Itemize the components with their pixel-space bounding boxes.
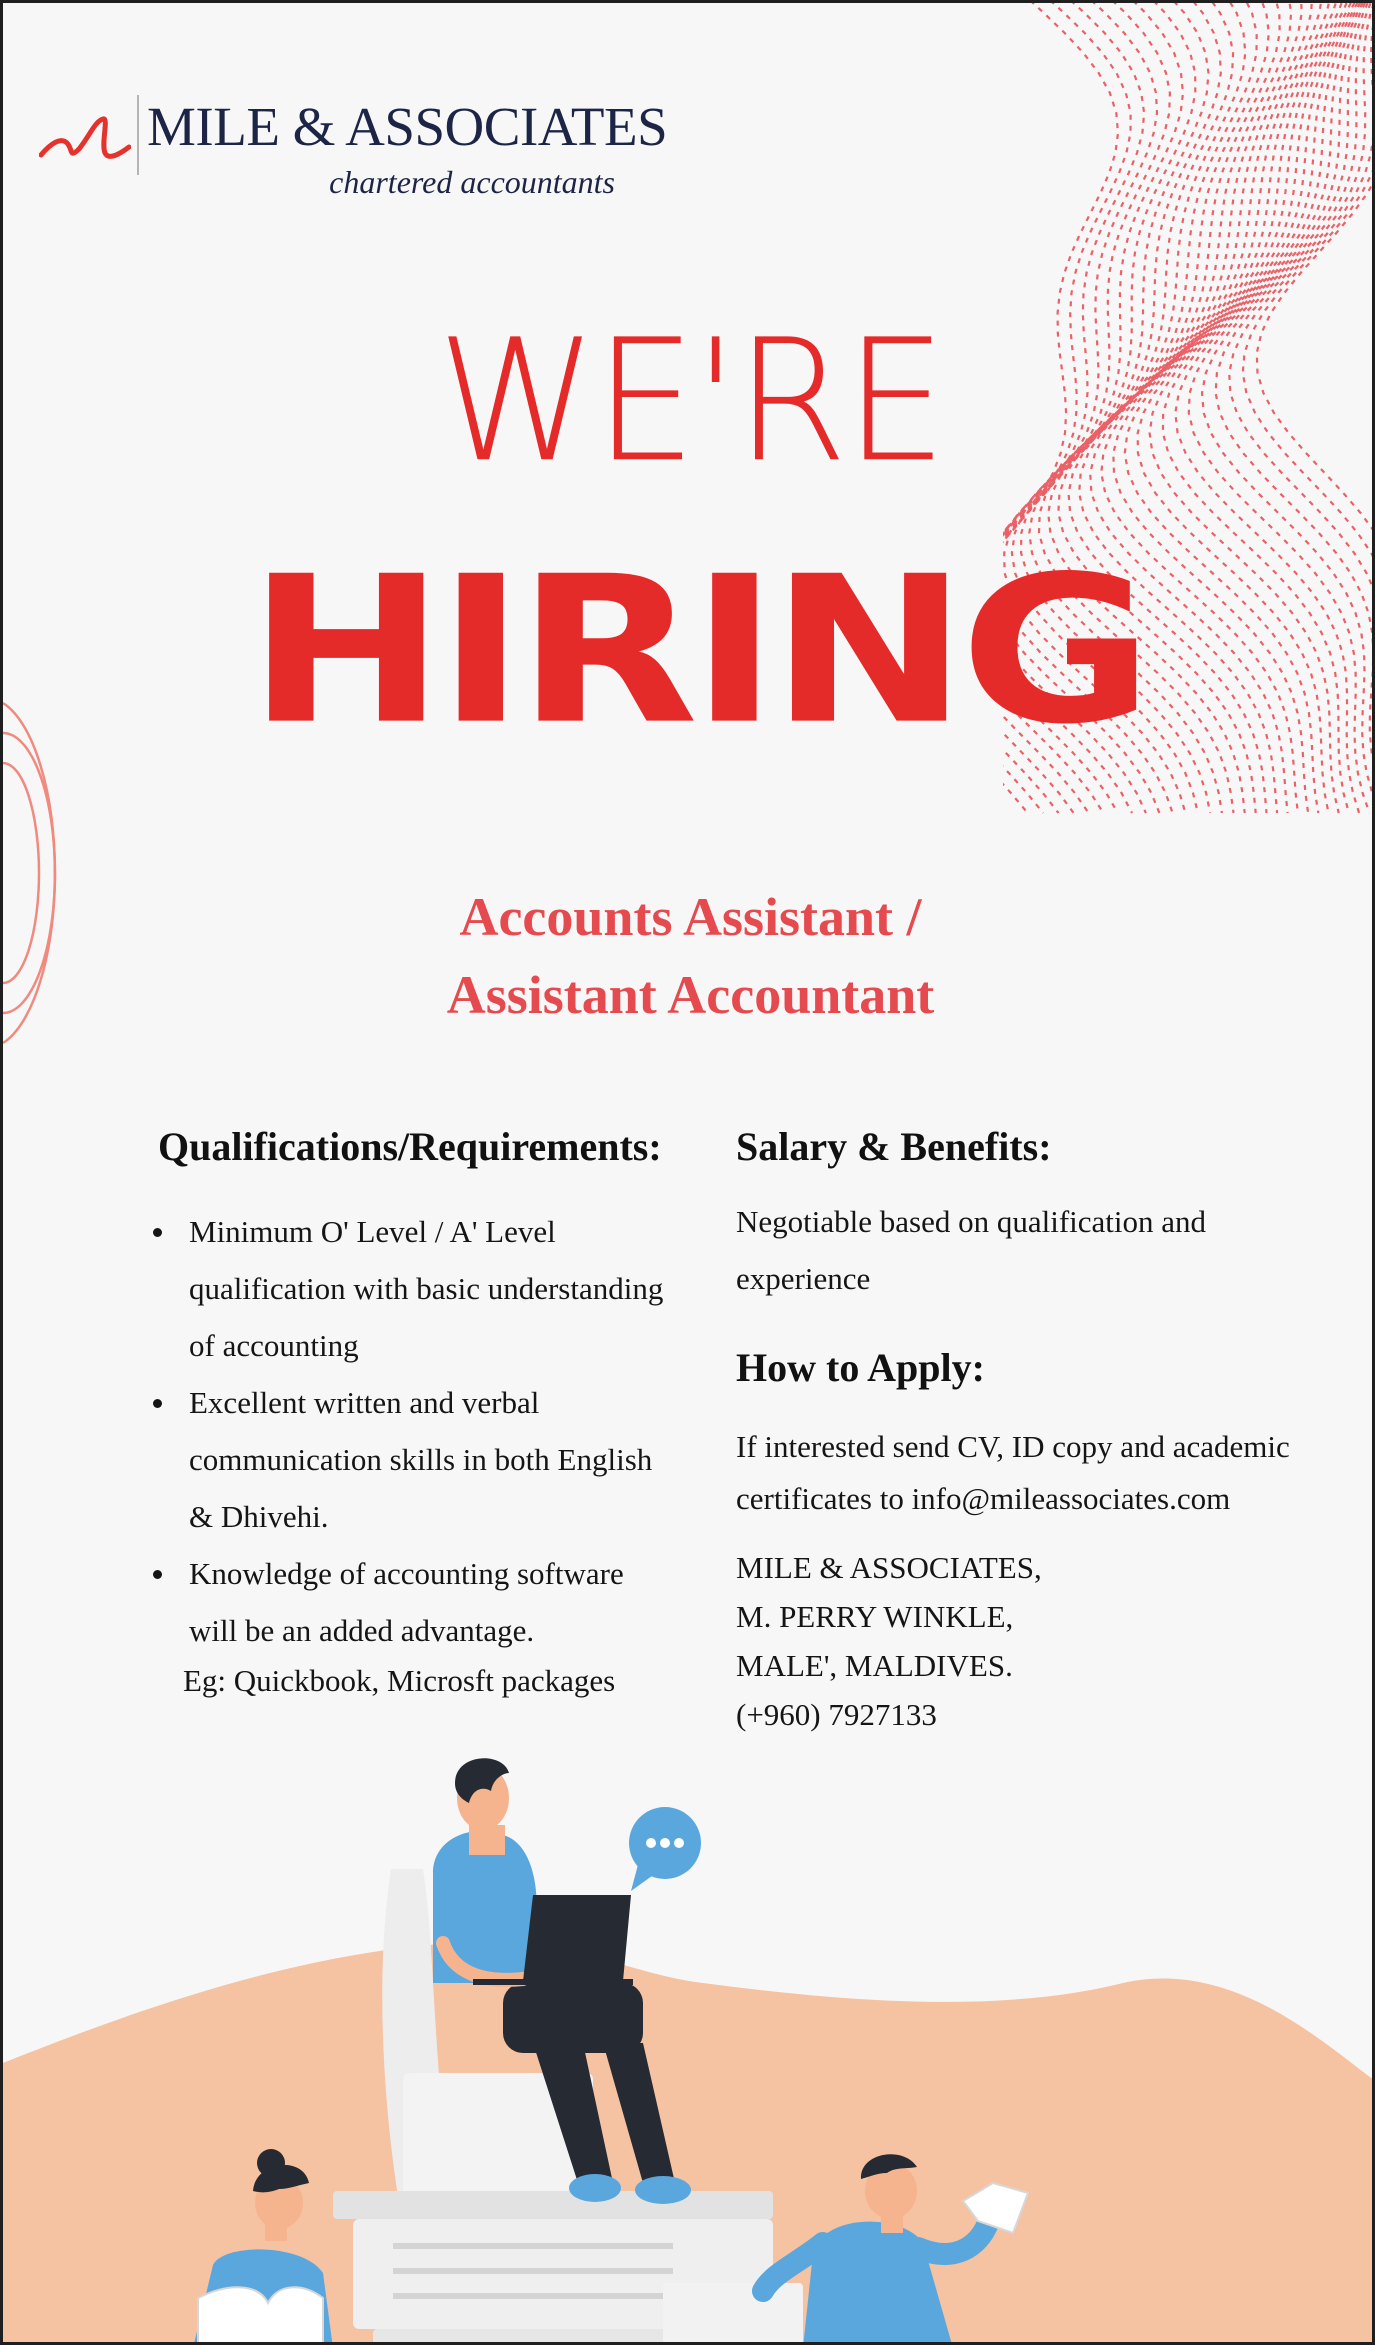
- salary-heading: Salary & Benefits:: [736, 1124, 1052, 1169]
- qualifications-heading: Qualifications/Requirements:: [158, 1124, 662, 1169]
- apply-heading: How to Apply:: [736, 1345, 985, 1390]
- qualifications-list: [153, 1203, 673, 1659]
- people-working-illustration: [3, 1743, 1375, 2345]
- list-item: Excellent written and verbal communication skills in both English & Dhivehi.: [153, 1374, 673, 1545]
- logo-mark-icon: [39, 103, 131, 165]
- job-title-line1: Accounts Assistant /: [459, 887, 922, 947]
- address-line: M. PERRY WINKLE,: [736, 1599, 1014, 1634]
- list-item: Knowledge of accounting software will be an added advantage.: [153, 1545, 673, 1659]
- company-address: [736, 1543, 1296, 1739]
- headline-hiring: HIRING: [247, 532, 1146, 769]
- salary-text: Negotiable based on qualification and experience: [736, 1204, 1207, 1296]
- speech-bubble-icon: [629, 1807, 701, 1891]
- address-line: MILE & ASSOCIATES,: [736, 1550, 1042, 1585]
- address-phone: (+960) 7927133: [736, 1697, 937, 1732]
- company-tagline: chartered accountants: [329, 164, 615, 200]
- job-title-line2: Assistant Accountant: [446, 965, 935, 1025]
- apply-text: If interested send CV, ID copy and academic certificates to info@mileassociates.com: [736, 1429, 1290, 1516]
- address-line: MALE', MALDIVES.: [736, 1648, 1013, 1683]
- headline-were: WE'RE: [437, 304, 944, 500]
- list-item: Minimum O' Level / A' Level qualification with basic understanding of accounting: [153, 1203, 673, 1374]
- qualifications-example: Eg: Quickbook, Microsft packages: [183, 1663, 616, 1698]
- company-name: MILE & ASSOCIATES: [147, 96, 668, 157]
- logo-divider: [137, 95, 139, 175]
